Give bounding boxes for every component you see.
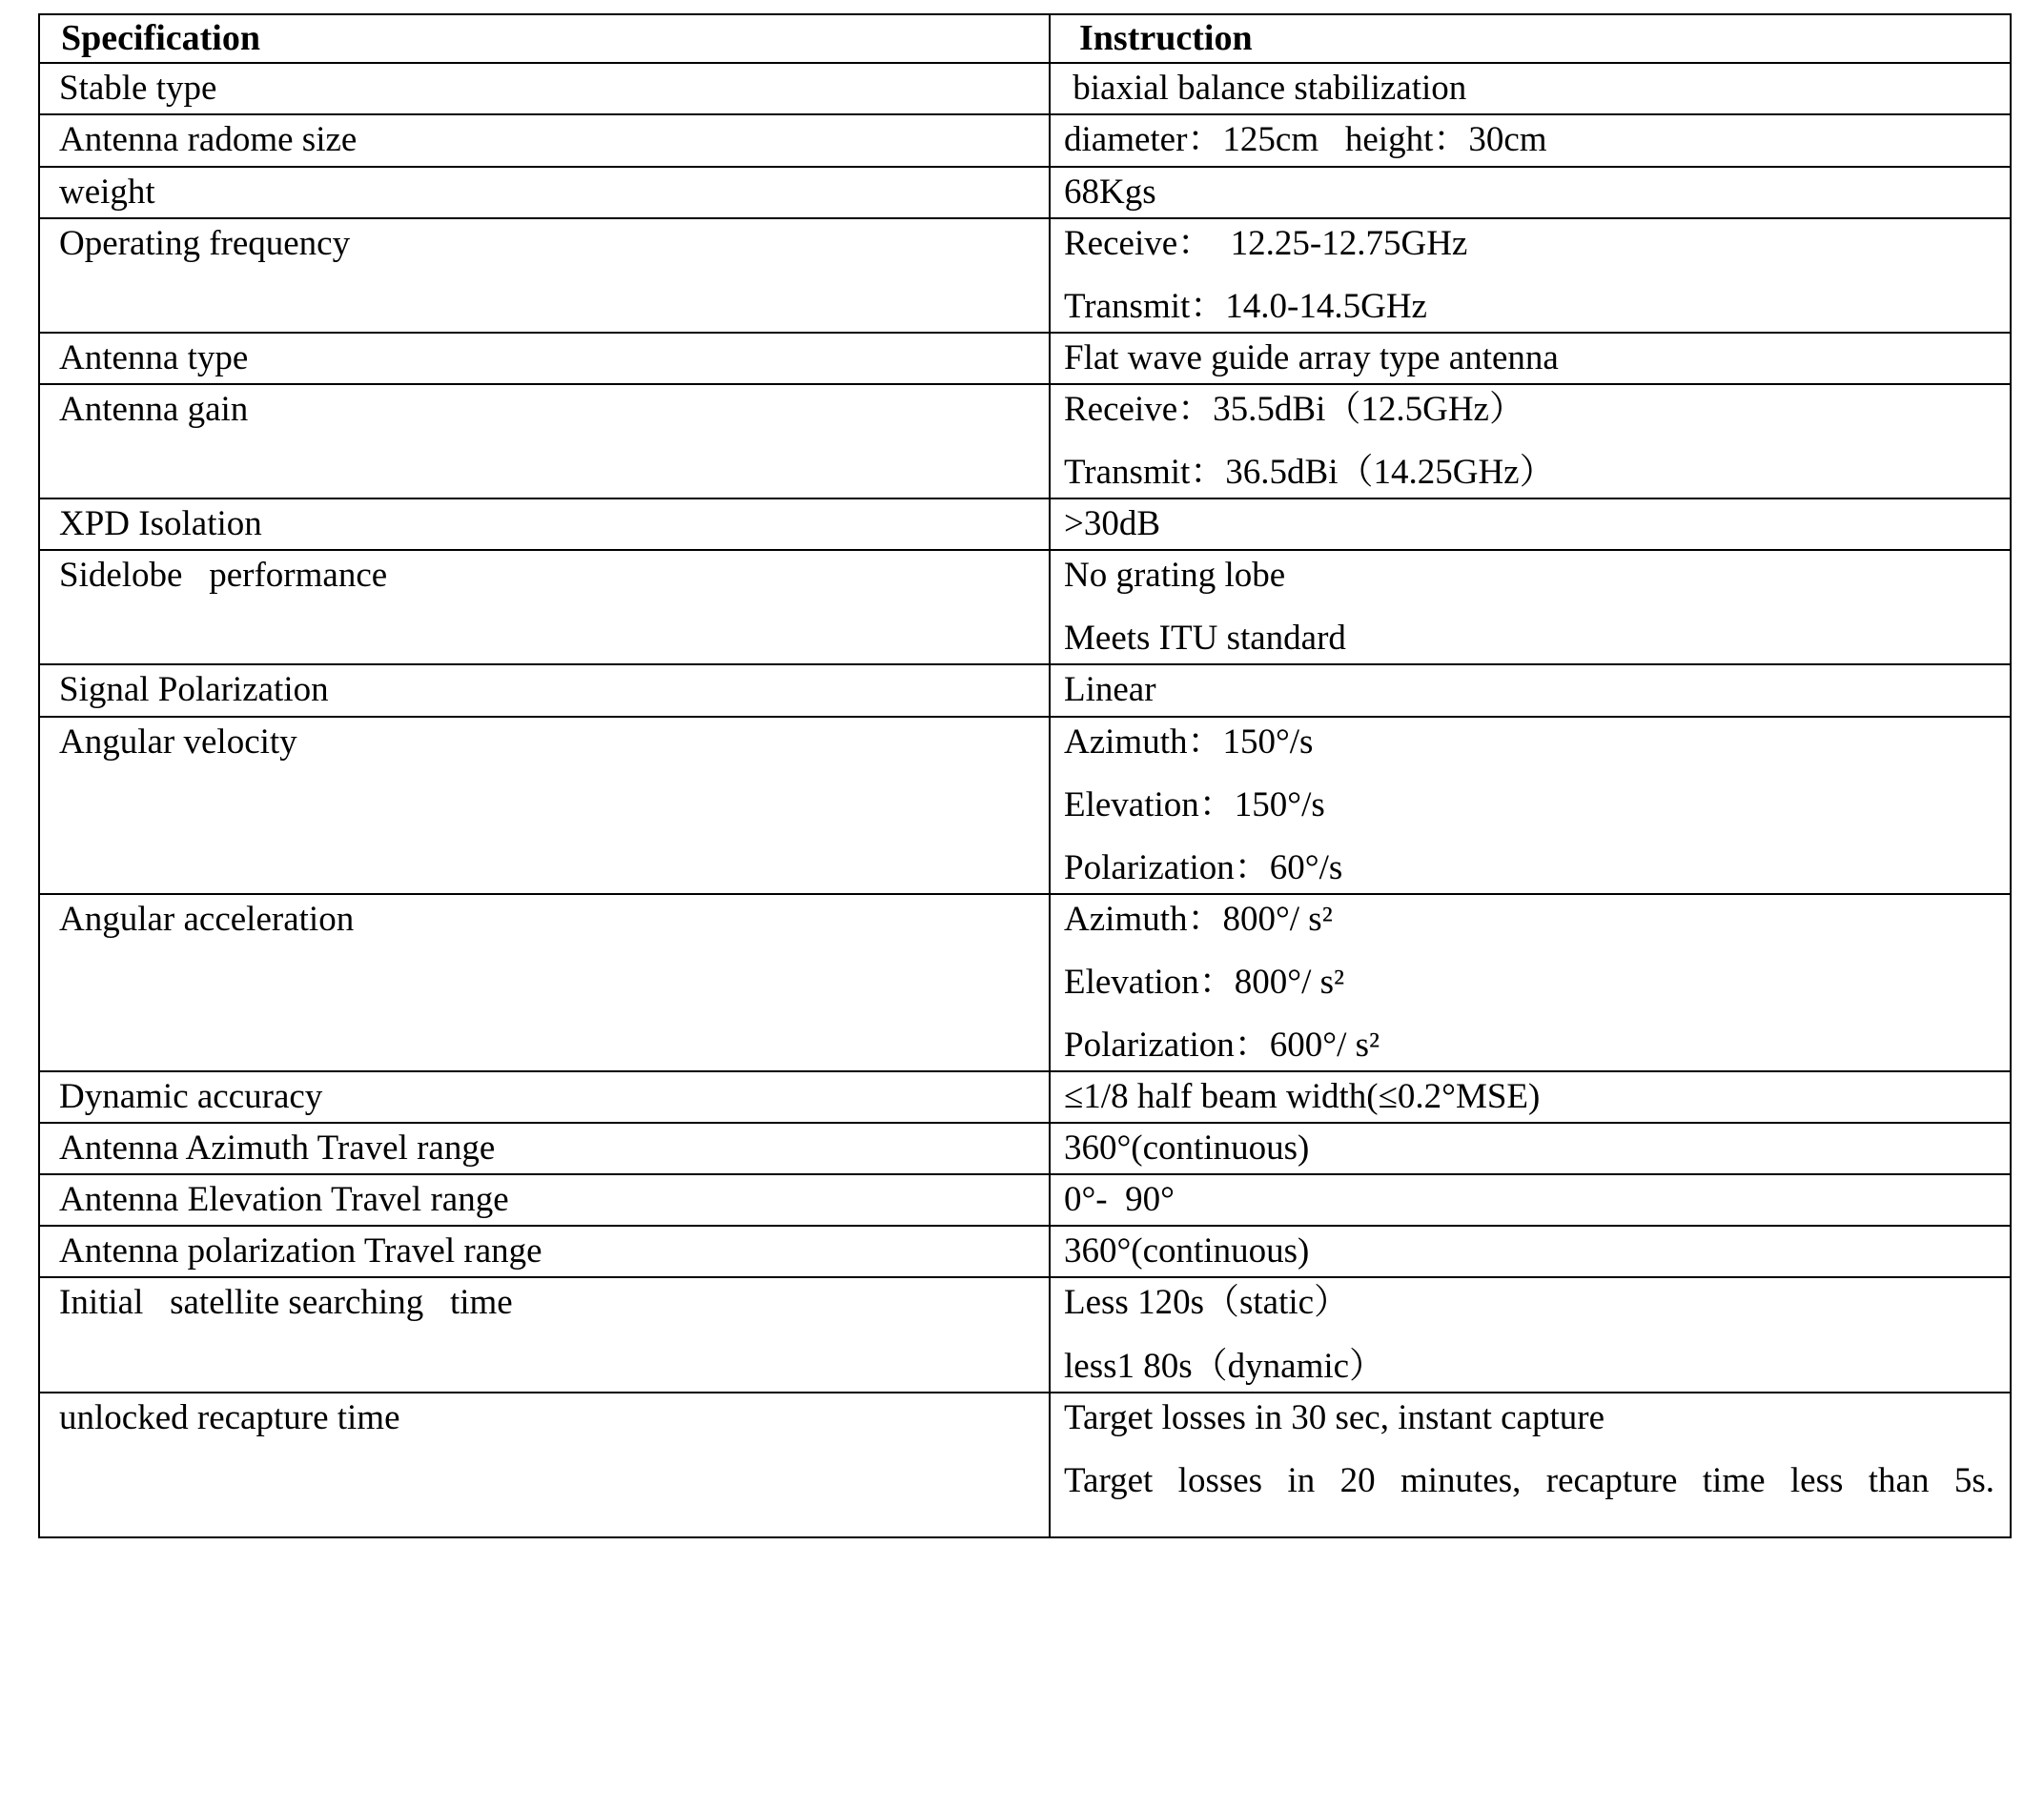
table-row [39, 333, 2011, 384]
spec-cell [39, 167, 1050, 218]
spec-cell [39, 1277, 1050, 1392]
spec-label: Angular acceleration [59, 899, 355, 939]
table-row [39, 114, 2011, 166]
table-header [39, 14, 2011, 63]
instruction-line: diameter：125cm height：30cm [1064, 120, 1547, 160]
table-row [39, 63, 2011, 114]
table-row [39, 498, 2011, 550]
instruction-cell [1050, 894, 2011, 1071]
instruction-line: 0°- 90° [1064, 1180, 1175, 1220]
instruction-line: Transmit：14.0-14.5GHz [1064, 286, 1427, 326]
table-header-row [39, 14, 2011, 63]
table-row [39, 384, 2011, 498]
spec-label: Antenna Elevation Travel range [59, 1180, 509, 1220]
table-row [39, 1393, 2011, 1537]
spec-label: Antenna Azimuth Travel range [59, 1129, 496, 1169]
instruction-cell [1050, 1071, 2011, 1123]
spec-cell [39, 333, 1050, 384]
spec-cell [39, 1393, 1050, 1537]
spec-cell [39, 218, 1050, 333]
spec-label: Antenna gain [59, 389, 249, 429]
table-body [39, 63, 2011, 1536]
spec-cell [39, 384, 1050, 498]
instruction-cell [1050, 114, 2011, 166]
instruction-cell [1050, 384, 2011, 498]
spec-label: XPD Isolation [59, 504, 262, 544]
spec-label: Operating frequency [59, 223, 351, 263]
table-row [39, 717, 2011, 894]
instruction-line: Elevation：800°/ s² [1064, 962, 1345, 1002]
instruction-line: Elevation：150°/s [1064, 784, 1325, 824]
instruction-cell [1050, 664, 2011, 716]
column-header-specification-label: Specification [61, 18, 260, 58]
instruction-cell [1050, 1174, 2011, 1226]
instruction-line: Transmit：36.5dBi（14.25GHz） [1064, 453, 1555, 493]
spec-cell [39, 1226, 1050, 1277]
spec-cell [39, 894, 1050, 1071]
spec-label: Signal Polarization [59, 670, 329, 710]
table-row [39, 1226, 2011, 1277]
instruction-cell [1050, 1393, 2011, 1537]
instruction-cell [1050, 1226, 2011, 1277]
spec-cell [39, 63, 1050, 114]
instruction-line: Flat wave guide array type antenna [1064, 337, 1559, 377]
spec-cell [39, 717, 1050, 894]
table-row [39, 1071, 2011, 1123]
instruction-cell [1050, 498, 2011, 550]
instruction-line: >30dB [1064, 504, 1161, 544]
table-row [39, 1123, 2011, 1174]
spec-label: weight [59, 172, 155, 212]
spec-label: Stable type [59, 69, 217, 109]
instruction-line: Polarization：60°/s [1064, 847, 1343, 887]
instruction-line: 68Kgs [1064, 172, 1156, 212]
instruction-line: Meets ITU standard [1064, 619, 1346, 659]
instruction-cell [1050, 1123, 2011, 1174]
column-header-instruction-label: Instruction [1079, 18, 1253, 58]
instruction-cell [1050, 1277, 2011, 1392]
antenna-specification-table [38, 13, 2012, 1538]
spec-cell [39, 1123, 1050, 1174]
spec-cell [39, 498, 1050, 550]
spec-label: Antenna polarization Travel range [59, 1231, 542, 1271]
instruction-line: ≤1/8 half beam width(≤0.2°MSE) [1064, 1077, 1541, 1117]
instruction-cell [1050, 218, 2011, 333]
instruction-cell [1050, 333, 2011, 384]
table-row [39, 550, 2011, 664]
spec-label: Angular velocity [59, 722, 297, 762]
instruction-line: Linear [1064, 670, 1156, 710]
instruction-cell [1050, 550, 2011, 664]
spec-cell [39, 664, 1050, 716]
instruction-line: Less 120s（static） [1064, 1283, 1350, 1323]
spec-label: Initial satellite searching time [59, 1283, 513, 1323]
instruction-line: Receive：35.5dBi（12.5GHz） [1064, 389, 1524, 429]
table-row [39, 167, 2011, 218]
instruction-line: Target losses in 30 sec, instant capture [1064, 1397, 1605, 1437]
spec-label: Dynamic accuracy [59, 1077, 323, 1117]
instruction-line: Azimuth：800°/ s² [1064, 899, 1333, 939]
table-row [39, 218, 2011, 333]
instruction-cell [1050, 167, 2011, 218]
spec-cell [39, 1071, 1050, 1123]
instruction-cell [1050, 717, 2011, 894]
column-header-specification [39, 14, 1050, 63]
instruction-cell [1050, 63, 2011, 114]
table-row [39, 1174, 2011, 1226]
instruction-line: 360°(continuous) [1064, 1129, 1310, 1169]
instruction-line: less1 80s（dynamic） [1064, 1346, 1385, 1386]
spec-label: unlocked recapture time [59, 1397, 400, 1437]
instruction-line: biaxial balance stabilization [1064, 69, 1467, 109]
spec-cell [39, 550, 1050, 664]
instruction-line: Azimuth：150°/s [1064, 722, 1314, 762]
spec-cell [39, 1174, 1050, 1226]
spec-label: Sidelobe performance [59, 556, 388, 596]
column-header-instruction [1050, 14, 2011, 63]
instruction-line: 360°(continuous) [1064, 1231, 1310, 1271]
table-row [39, 1277, 2011, 1392]
spec-label: Antenna type [59, 337, 249, 377]
table-row [39, 664, 2011, 716]
instruction-line: Receive： 12.25-12.75GHz [1064, 223, 1468, 263]
spec-label: Antenna radome size [59, 120, 358, 160]
instruction-line: Polarization：600°/ s² [1064, 1025, 1380, 1065]
table-row [39, 894, 2011, 1071]
instruction-line: No grating lobe [1064, 556, 1286, 596]
spec-cell [39, 114, 1050, 166]
instruction-line: Target losses in 20 minutes, recapture time less than 5s. [1064, 1460, 1994, 1500]
